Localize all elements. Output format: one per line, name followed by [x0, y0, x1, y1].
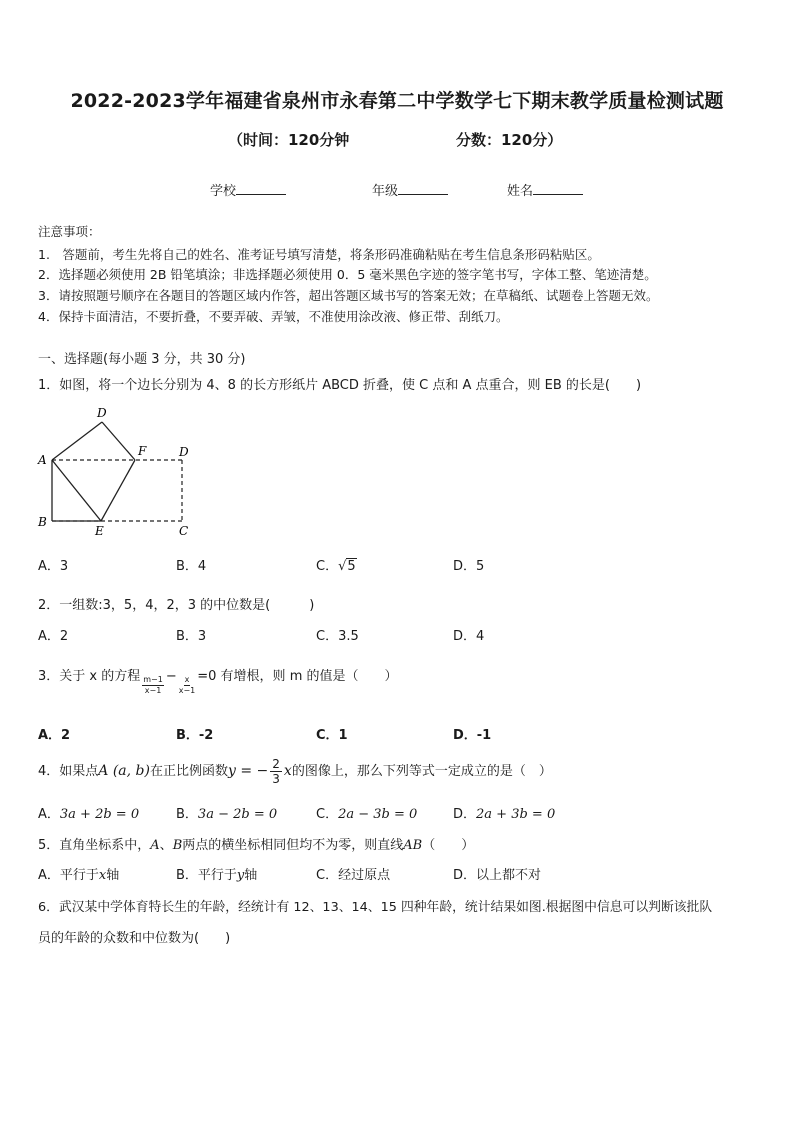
q3-fraction-2-denominator: x−1: [178, 686, 196, 695]
grade-blank[interactable]: [398, 182, 448, 195]
q4-fraction: [270, 757, 282, 786]
q3-prefix: 3．关于 x 的方程: [38, 669, 141, 684]
notice-item: 4．保持卡面清洁，不要折叠，不要弄破、弄皱，不准使用涂改液、修正带、刮纸刀。: [38, 309, 509, 324]
q3-fraction-1-numerator: m−1: [143, 675, 163, 684]
q4-option-c-label: C．: [316, 807, 339, 822]
q5-option-a-post: 轴: [106, 868, 120, 883]
q1-option-b[interactable]: B．4: [176, 559, 207, 574]
question-1-figure: [34, 402, 204, 538]
q1-option-d[interactable]: D．5: [453, 559, 485, 574]
q2-option-a[interactable]: A．2: [38, 629, 69, 644]
q4-option-a-label: A．: [38, 807, 60, 822]
q3-fraction-1-denominator: x−1: [144, 686, 162, 695]
q3-fraction-2: [179, 675, 196, 696]
q5-option-c[interactable]: C．经过原点: [316, 868, 391, 883]
q2-option-c[interactable]: C．3.5: [316, 629, 359, 644]
q5-separator: 、: [159, 838, 173, 853]
notice-item: 3．请按照题号顺序在各题目的答题区域内作答，超出答题区域书写的答案无效；在草稿纸、试题卷上答题无效。: [38, 288, 659, 303]
q4-point: A (a, b): [98, 763, 150, 779]
exam-score: 分数：120分）: [456, 131, 563, 149]
sqrt-radicand: 5: [347, 559, 356, 574]
question-1-text: 1．如图，将一个边长分别为 4、8 的长方形纸片 ABCD 折叠，使 C 点和 A 点重合，则 EB 的长是( ): [38, 378, 642, 393]
section-title: 一、选择题(每小题 3 分，共 30 分): [38, 352, 246, 367]
q5-prefix: 5．直角坐标系中，: [38, 838, 151, 853]
q2-option-d[interactable]: D．4: [453, 629, 485, 644]
q3-option-b[interactable]: B．-2: [176, 728, 214, 743]
grade-field: [372, 180, 448, 199]
school-blank[interactable]: [236, 182, 286, 195]
q3-option-d[interactable]: D．-1: [453, 728, 492, 743]
q5-point-b: B: [172, 838, 183, 853]
q5-point-a: A: [150, 838, 160, 853]
point-label-a: A: [38, 453, 47, 467]
point-label-d2: D: [179, 445, 189, 459]
q4-mid: 在正比例函数: [149, 764, 228, 779]
q5-option-b-post: 轴: [244, 868, 258, 883]
q4-option-a[interactable]: [38, 803, 139, 822]
q5-option-d[interactable]: D．以上都不对: [453, 868, 542, 883]
q4-option-b-expr: 3a − 2b = 0: [197, 807, 278, 822]
notice-item: 1. 答题前，考生先将自己的姓名、准考证号填写清楚，将条形码准确粘贴在考生信息条形码粘贴区。: [38, 247, 600, 262]
q3-fraction-1: [142, 675, 164, 696]
q5-option-b-var: y: [236, 868, 245, 883]
name-field: [507, 180, 583, 199]
q5-option-a[interactable]: [38, 864, 119, 883]
q4-option-d[interactable]: [453, 803, 555, 822]
q1-option-a[interactable]: A．3: [38, 559, 69, 574]
question-3-text: [38, 657, 398, 696]
q5-option-a-pre: A．平行于: [38, 868, 99, 883]
question-6-line-1: 6．武汉某中学体育特长生的年龄，经统计有 12、13、14、15 四种年龄，统计结果如图.根据图中信息可以判断该批队: [38, 900, 713, 915]
q4-fraction-denominator: 3: [272, 772, 280, 786]
q4-func-rhs: x: [283, 763, 292, 779]
q5-option-a-var: x: [98, 868, 107, 883]
sqrt-symbol: √5: [338, 559, 356, 574]
q1-option-c[interactable]: [316, 555, 357, 574]
q4-option-d-label: D．: [453, 807, 477, 822]
point-label-d: D: [97, 406, 107, 420]
q5-mid: 两点的横坐标相同但均不为零，则直线: [182, 838, 404, 853]
q2-option-b[interactable]: B．3: [176, 629, 207, 644]
point-label-c: C: [179, 524, 189, 538]
notice-heading: 注意事项：: [38, 224, 101, 239]
school-label: 学校: [210, 184, 237, 199]
q3-suffix: =0 有增根，则 m 的值是（ ）: [197, 669, 398, 684]
q1-option-c-label: C．: [316, 559, 339, 574]
q5-suffix: （ ）: [422, 838, 475, 853]
question-4-text: [38, 757, 552, 786]
q3-fraction-2-numerator: x: [184, 675, 190, 684]
page-title: 2022-2023学年福建省泉州市永春第二中学数学七下期末教学质量检测试题: [70, 90, 724, 112]
q3-minus: −: [165, 669, 177, 684]
q4-suffix: 的图像上，那么下列等式一定成立的是（ ）: [291, 764, 552, 779]
q3-option-c[interactable]: C．1: [316, 728, 348, 743]
notice-item: 2．选择题必须使用 2B 铅笔填涂；非选择题必须使用 0．5 毫米黑色字迹的签字笔书写，字体工整、笔迹清楚。: [38, 267, 657, 282]
school-field: [210, 180, 286, 199]
q4-option-b-label: B．: [176, 807, 198, 822]
q4-option-d-expr: 2a + 3b = 0: [476, 807, 556, 822]
q4-option-a-expr: 3a + 2b = 0: [59, 807, 140, 822]
question-2-text: 2．一组数:3，5，4，2，3 的中位数是( ): [38, 598, 315, 613]
name-blank[interactable]: [533, 182, 583, 195]
q3-option-a[interactable]: A．2: [38, 728, 71, 743]
point-label-f: F: [138, 444, 147, 458]
q4-fraction-numerator: 2: [272, 757, 280, 771]
exam-time: （时间：120分钟: [228, 131, 350, 149]
q5-line-ab: AB: [403, 838, 423, 853]
grade-label: 年级: [372, 184, 399, 199]
point-label-b: B: [38, 515, 47, 529]
question-6-line-2: 员的年龄的众数和中位数为( ): [38, 931, 231, 946]
q5-option-b[interactable]: [176, 864, 257, 883]
q4-prefix: 4．如果点: [38, 764, 99, 779]
question-5-text: [38, 834, 474, 853]
name-label: 姓名: [507, 184, 534, 199]
q4-func-lhs: y = −: [228, 763, 269, 779]
q4-option-c[interactable]: [316, 803, 417, 822]
point-label-e: E: [95, 524, 104, 538]
q4-option-b[interactable]: [176, 803, 277, 822]
q4-option-c-expr: 2a − 3b = 0: [338, 807, 418, 822]
q5-option-b-pre: B．平行于: [176, 868, 237, 883]
